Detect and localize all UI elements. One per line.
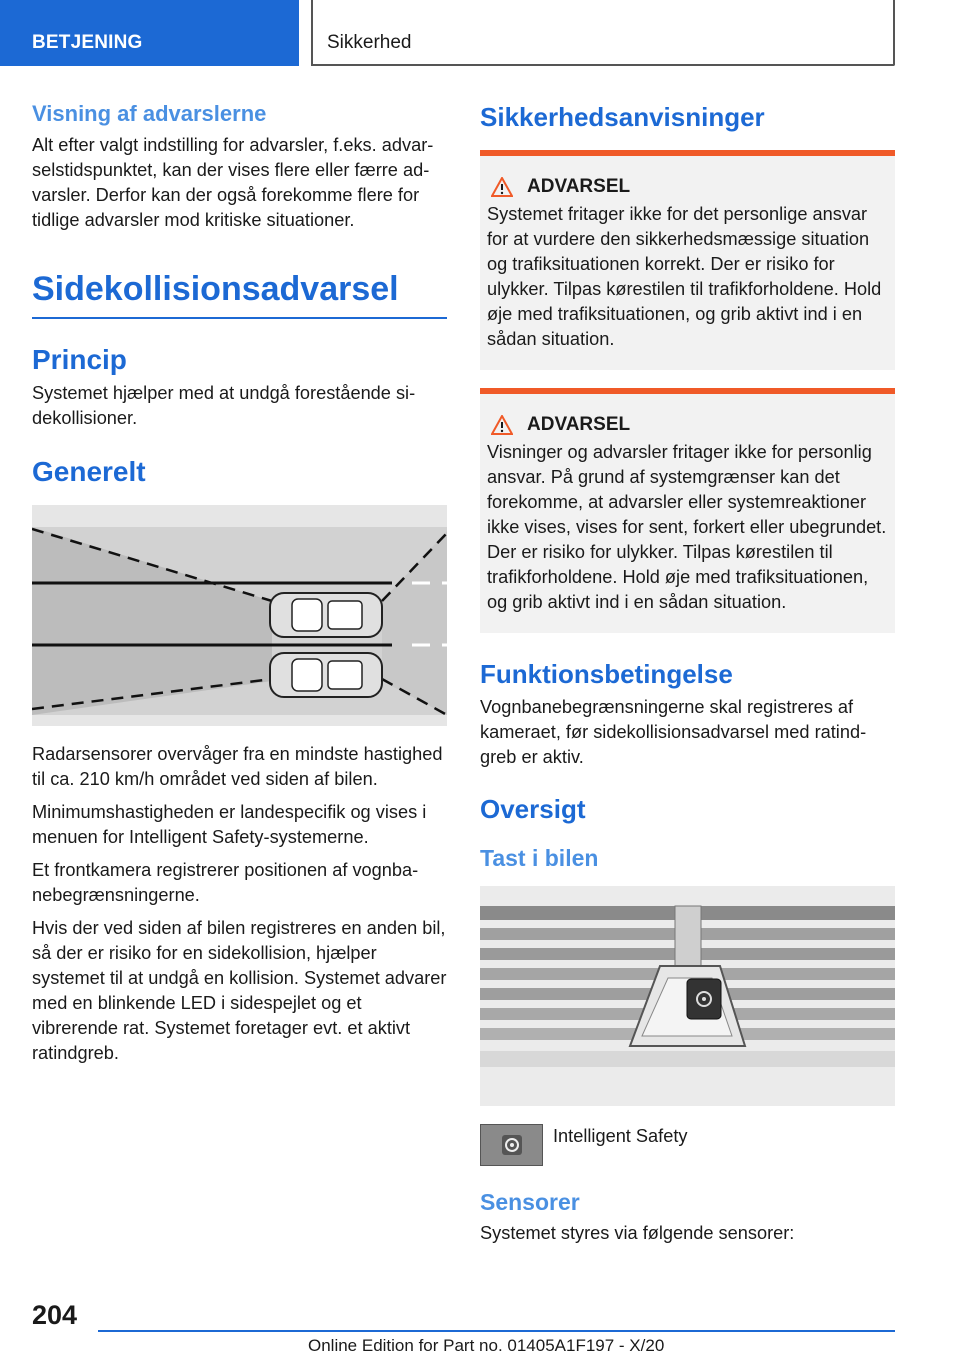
footer-edition: Online Edition for Part no. 01405A1F197 - X/20 <box>308 1336 665 1355</box>
heading-button: Tast i bilen <box>480 845 599 871</box>
heading-safety: Sikkerhedsanvisninger <box>480 102 765 132</box>
heading-display: Visning af advarslerne <box>32 101 267 126</box>
heading-general: Generelt <box>32 456 146 487</box>
section-tab: BETJENING <box>0 0 299 66</box>
warning-box-1 <box>480 150 895 370</box>
paragraph-system: Hvis der ved siden af bilen registreres en anden bil, så der er risiko for en sidekollision, hjælper systemet til at undgå en kollision. Systemet advarer med en blinkende LED i sidespejlet og et vibrerende rat. Systemet foretager evt. et aktivt ratindgreb. <box>32 918 447 1063</box>
button-caption: Intelligent Safety <box>553 1126 688 1146</box>
warning-1-text: Systemet fritager ikke for det personlige ansvar for at vurdere den sikkerhedsmæssige situation og trafiksituationen korrekt. Der er risiko for ulykker. Tilpas kørestilen til trafikforholdene. Hold øje med trafiksituationen, og grib aktivt ind i en sådan situation. <box>487 204 882 349</box>
warning-1-title: ADVARSEL <box>527 176 631 197</box>
button-caption-row <box>480 1124 895 1166</box>
page-header <box>0 0 960 66</box>
paragraph-camera: Et frontkamera registrerer positionen af vognbanebegrænsningerne. <box>32 860 419 905</box>
paragraph-sensors: Systemet styres via følgende sensorer: <box>480 1223 795 1243</box>
chapter-tab: Sikkerhed <box>311 0 895 66</box>
warning-triangle-icon <box>491 415 513 435</box>
right-column <box>480 100 895 1254</box>
paragraph-min-speed: Minimumshastigheden er landespecifik og vises i menuen for Intelligent Safety-systemerne. <box>32 802 427 847</box>
heading-sensors: Sensorer <box>480 1189 580 1215</box>
side-collision-illustration <box>32 505 447 726</box>
warning-triangle-icon <box>491 177 513 197</box>
heading-main: Sidekollisionsadvarsel <box>32 267 447 319</box>
warning-2-text: Visninger og advarsler fritager ikke for personlig ansvar. På grund af systemgrænser kan det forekomme, at advarsler eller systemreaktioner ikke vises, vises for sent, forkert eller ubegrundet. Der er risiko for ulykker. Tilpas kørestilen til trafikforholdene. Hold øje med trafiksituationen, og grib aktivt ind i en sådan situation. <box>487 442 887 612</box>
paragraph-function-condition: Vognbanebegrænsningerne skal registreres af kameraet, før sidekollisionsadvarsel med ratindgreb er aktiv. <box>480 697 867 767</box>
page-number: 204 <box>32 1300 78 1330</box>
intelligent-safety-button-icon <box>480 1124 543 1166</box>
paragraph-display: Alt efter valgt indstilling for advarsler, f.eks. advarselstidspunktet, kan der vises flere eller færre advarsler. Derfor kan der også forekomme flere for tidlige advarsler mod kritiske situationer. <box>32 135 434 230</box>
footer-divider <box>98 1330 895 1332</box>
left-column <box>32 100 447 1074</box>
paragraph-principle: Systemet hjælper med at undgå forestående sidekollisioner. <box>32 383 416 428</box>
heading-principle: Princip <box>32 344 127 375</box>
heading-overview: Oversigt <box>480 794 586 824</box>
warning-2-title: ADVARSEL <box>527 414 631 435</box>
warning-box-2 <box>480 388 895 633</box>
paragraph-radar: Radarsensorer overvåger fra en mindste hastighed til ca. 210 km/h området ved siden af bilen. <box>32 744 443 789</box>
heading-function-condition: Funktionsbetingelse <box>480 659 733 689</box>
dashboard-button-photo <box>480 886 895 1106</box>
